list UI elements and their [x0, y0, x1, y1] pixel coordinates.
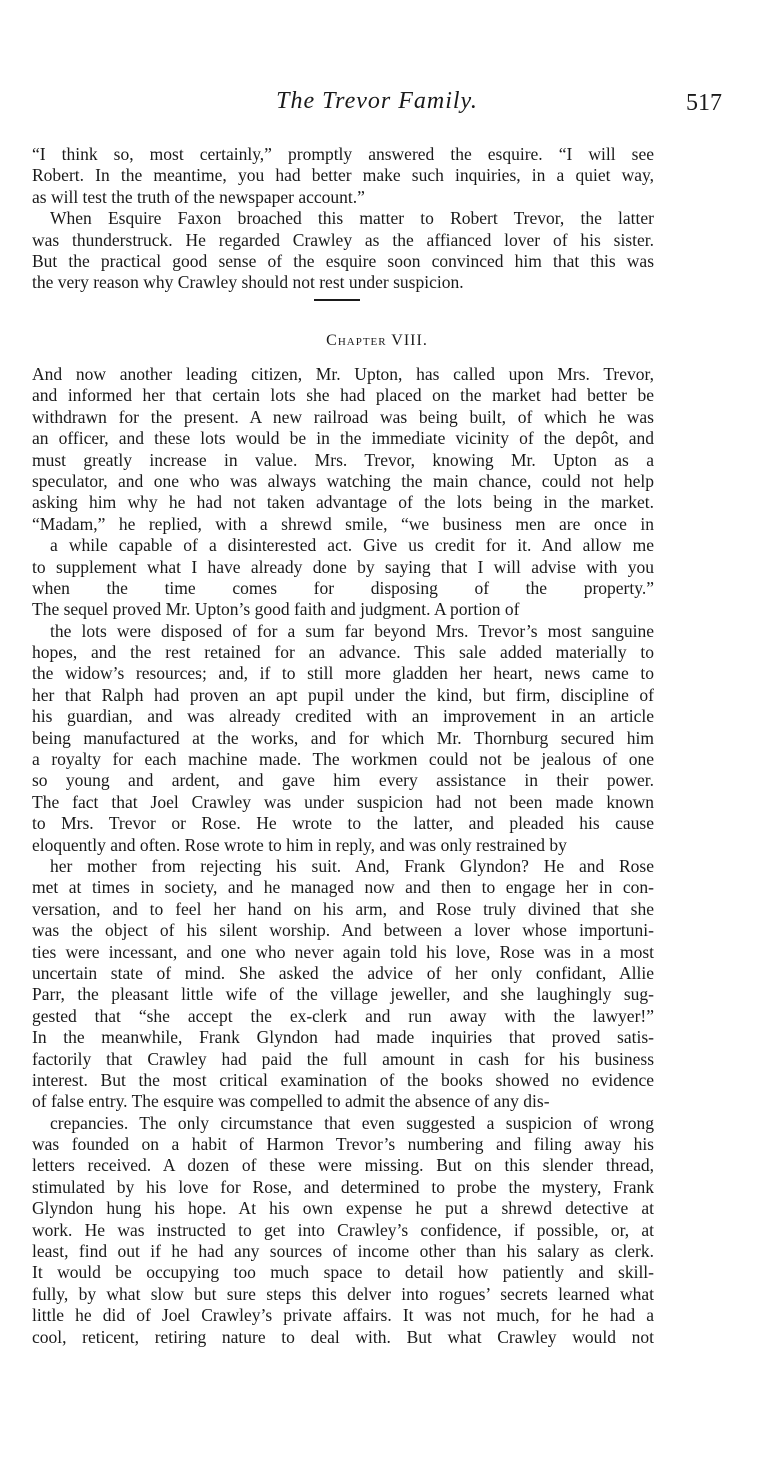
text-line: her mother from rejecting his suit. And, Frank Glyndon? He and Rose [50, 855, 654, 876]
text-line: was thunderstruck. He regarded Crawley as the affianced lover of his sister. [32, 229, 654, 250]
text-line: and informed her that certain lots she had placed on the market had better be [32, 385, 654, 406]
text-line: when the time comes for disposing of the property.” [32, 577, 654, 598]
text-line: work. He was instructed to get into Crawley’s confidence, if possible, or, at [32, 1219, 654, 1240]
chapter-heading: Chapter VIII. [326, 332, 428, 349]
text-line: In the meanwhile, Frank Glyndon had made inquiries that proved satis- [32, 1027, 654, 1048]
text-line: was the object of his silent worship. And between a lover whose importuni- [32, 920, 654, 941]
running-title: The Trevor Family. [276, 88, 478, 114]
text-line: Parr, the pleasant little wife of the village jeweller, and she laughingly sug- [32, 984, 654, 1005]
text-line [32, 1369, 654, 1390]
text-line: interest. But the most critical examination of the books showed no evidence [32, 1069, 654, 1090]
text-line: the widow’s resources; and, if to still more gladden her heart, news came to [32, 663, 654, 684]
section-divider [314, 299, 360, 301]
text-line: And now another leading citizen, Mr. Upton, has called upon Mrs. Trevor, [32, 364, 654, 384]
text-line: letters received. A dozen of these were missing. But on this slender thread, [32, 1155, 654, 1176]
text-line [32, 1348, 654, 1369]
text-line: But the practical good sense of the esquire soon convinced him that this was [32, 250, 654, 271]
text-line: to supplement what I have already done by saying that I will advise with you [32, 556, 654, 577]
text-line: so young and ardent, and gave him every assistance in their power. [32, 770, 654, 791]
text-line: of false entry. The esquire was compelled to admit the absence of any dis- [32, 1091, 550, 1112]
text-line: a royalty for each machine made. The workmen could not be jealous of one [32, 749, 654, 770]
text-line: must greatly increase in value. Mrs. Trevor, knowing Mr. Upton as a [32, 449, 654, 470]
text-line: speculator, and one who was always watching the main chance, could not help [32, 470, 654, 491]
text-line: It would be occupying too much space to detail how patiently and skill- [32, 1262, 654, 1283]
text-line: cool, reticent, retiring nature to deal with. But what Crawley would not [32, 1326, 654, 1347]
text-line: eloquently and often. Rose wrote to him in reply, and was only restrained by [32, 834, 567, 855]
page-number: 517 [686, 90, 722, 116]
text-line: his guardian, and was already credited with an improvement in an article [32, 706, 654, 727]
text-line [32, 1434, 654, 1455]
text-line: uncertain state of mind. She asked the advice of her only confidant, Allie [32, 962, 654, 983]
text-line [32, 1455, 654, 1476]
text-line: to Mrs. Trevor or Rose. He wrote to the latter, and pleaded his cause [32, 813, 654, 834]
text-line: little he did of Joel Crawley’s private affairs. It was not much, for he had a [32, 1305, 654, 1326]
text-line: her that Ralph had proven an apt pupil under the kind, but firm, discipline of [32, 684, 654, 705]
text-line: withdrawn for the present. A new railroad was being built, of which he was [32, 406, 654, 427]
text-line: the lots were disposed of for a sum far beyond Mrs. Trevor’s most sanguine [50, 620, 654, 641]
text-line: a while capable of a disinterested act. Give us credit for it. And allow me [50, 535, 654, 556]
text-line: the very reason why Crawley should not rest under suspicion. [32, 272, 464, 293]
text-line: When Esquire Faxon broached this matter to Robert Trevor, the latter [50, 208, 654, 229]
text-line: being manufactured at the works, and for which Mr. Thornburg secured him [32, 727, 654, 748]
text-line [32, 1412, 654, 1433]
page-header [32, 88, 722, 128]
text-line: Glyndon hung his hope. At his own expense he put a shrewd detective at [32, 1198, 654, 1219]
text-line: ties were incessant, and one who never again told his love, Rose was in a most [32, 941, 654, 962]
text-line: was founded on a habit of Harmon Trevor’s numbering and filing away his [32, 1134, 654, 1155]
text-line: crepancies. The only circumstance that even suggested a suspicion of wrong [50, 1112, 654, 1133]
text-line: The fact that Joel Crawley was under suspicion had not been made known [32, 791, 654, 812]
text-line: stimulated by his love for Rose, and determined to probe the mystery, Frank [32, 1176, 654, 1197]
text-line: an officer, and these lots would be in the immediate vicinity of the depôt, and [32, 428, 654, 449]
text-block-chapter [32, 364, 654, 1476]
text-line: as will test the truth of the newspaper account.” [32, 186, 365, 207]
text-line: The sequel proved Mr. Upton’s good faith and judgment. A portion of [32, 599, 520, 620]
text-line: least, find out if he had any sources of income other than his salary as clerk. [32, 1241, 654, 1262]
text-line: “I think so, most certainly,” promptly answered the esquire. “I will see [32, 144, 654, 164]
text-block-intro [32, 144, 654, 294]
text-line: gested that “she accept the ex-clerk and run away with the lawyer!” [32, 1005, 654, 1026]
text-line: fully, by what slow but sure steps this delver into rogues’ secrets learned what [32, 1283, 654, 1304]
text-line: “Madam,” he replied, with a shrewd smile, “we business men are once in [32, 513, 654, 534]
text-line: met at times in society, and he managed now and then to engage her in con- [32, 877, 654, 898]
text-line [32, 1391, 654, 1412]
text-line: Robert. In the meantime, you had better make such inquiries, in a quiet way, [32, 165, 654, 186]
text-line: versation, and to feel her hand on his arm, and Rose truly divined that she [32, 898, 654, 919]
text-line: hopes, and the rest retained for an advance. This sale added materially to [32, 642, 654, 663]
text-line: asking him why he had not taken advantage of the lots being in the market. [32, 492, 654, 513]
text-line: factorily that Crawley had paid the full amount in cash for his business [32, 1048, 654, 1069]
